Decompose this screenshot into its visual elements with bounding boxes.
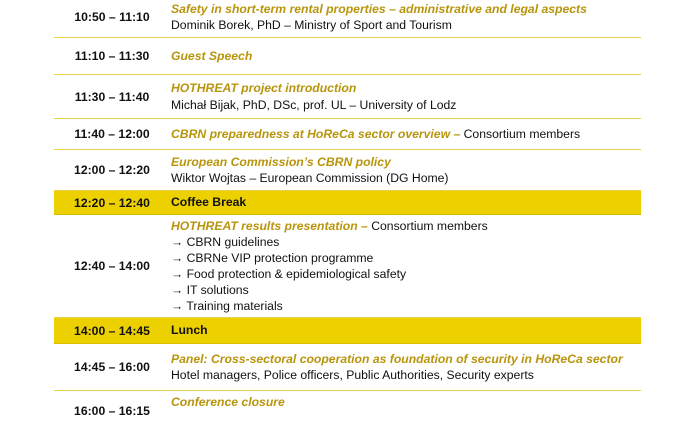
session-cell [170,215,641,317]
session-title: European Commission’s CBRN policy [171,154,391,169]
break-label: Coffee Break [171,195,247,210]
break-cell [170,191,641,214]
time-cell: 11:40 – 12:00 [74,127,150,141]
session-speaker: Hotel managers, Police officers, Public Authorities, Security experts [171,368,534,382]
list-item: → CBRN guidelines [171,235,280,250]
agenda-row-break [54,318,641,344]
time-cell: 11:30 – 11:40 [74,89,150,104]
session-title: Conference closure [171,395,285,409]
session-cell [170,119,641,149]
agenda-row [54,38,641,75]
session-presenter: Consortium members [367,218,488,233]
session-cell [170,344,641,390]
session-title: HOTHREAT project introduction [171,81,357,95]
agenda-row [54,344,641,391]
list-item: → Food protection & epidemiological safety [171,267,407,282]
break-cell [170,318,641,343]
agenda-table [54,0,641,427]
session-cell [170,38,641,74]
session-cell [170,75,641,118]
time-cell: 16:00 – 16:15 [74,404,150,418]
session-speaker: Dominik Borek, PhD – Ministry of Sport and Tourism [171,18,452,32]
session-speaker: Michał Bijak, PhD, DSc, prof. UL – University of Lodz [171,97,457,112]
time-cell: 14:45 – 16:00 [74,360,150,374]
session-title: Panel: Cross-sectoral cooperation as foundation of security in HoReCa sector [171,351,623,366]
time-cell: 11:10 – 11:30 [74,49,150,63]
session-speaker: Wiktor Wojtas – European Commission (DG Home) [171,171,449,185]
time-cell: 12:00 – 12:20 [74,163,150,177]
session-cell [170,150,641,190]
time-cell: 12:40 – 14:00 [74,259,150,273]
time-cell: 10:50 – 11:10 [74,10,150,24]
list-item: → Training materials [171,299,283,314]
break-label: Lunch [171,323,208,338]
session-presenter: Consortium members [460,126,581,141]
agenda-row [54,215,641,318]
session-title: CBRN preparedness at HoReCa sector overview – [171,126,461,141]
agenda-row [54,75,641,119]
session-title: Safety in short-term rental properties – administrative and legal aspects [171,1,587,16]
agenda-row [54,150,641,191]
time-cell: 12:20 – 12:40 [74,195,150,210]
time-cell: 14:00 – 14:45 [74,323,150,338]
agenda-row [54,119,641,150]
agenda-row [54,0,641,38]
session-title: HOTHREAT results presentation – [171,218,368,233]
agenda-row-break [54,191,641,215]
session-title: Guest Speech [171,48,253,63]
session-cell [170,394,641,411]
session-cell [170,0,641,37]
agenda-row [54,391,641,427]
list-item: → CBRNe VIP protection programme [171,251,374,266]
topic-list [171,234,641,314]
list-item: → IT solutions [171,283,249,298]
